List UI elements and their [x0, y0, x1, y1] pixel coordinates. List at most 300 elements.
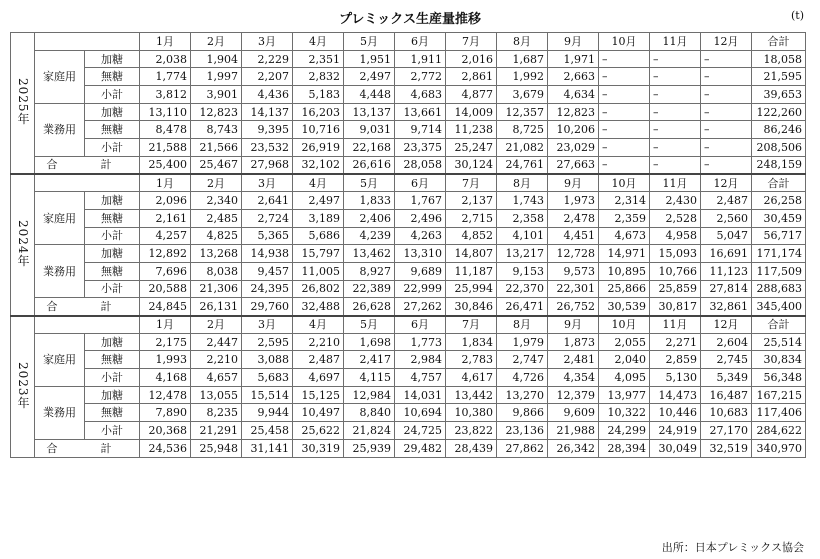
data-cell: 12,357: [497, 103, 548, 121]
year-label: [11, 316, 35, 458]
total-cell: 26,616: [344, 156, 395, 174]
data-cell: 8,927: [344, 262, 395, 280]
category-label: 業務用: [35, 103, 85, 156]
data-cell: 2,271: [650, 333, 701, 351]
data-cell: 2,340: [191, 192, 242, 210]
data-cell: 30,834: [752, 351, 806, 369]
table-row: [11, 139, 806, 157]
data-cell: 21,824: [344, 422, 395, 440]
total-cell: 27,663: [548, 156, 599, 174]
data-cell: 10,322: [599, 404, 650, 422]
data-cell: 9,689: [395, 262, 446, 280]
table-row: [11, 103, 806, 121]
data-cell: 5,349: [701, 369, 752, 387]
month-header: 10月: [599, 33, 650, 51]
table-row: [11, 262, 806, 280]
data-cell: 13,055: [191, 386, 242, 404]
data-cell: 3,679: [497, 86, 548, 104]
data-cell: 2,210: [293, 333, 344, 351]
total-cell: 26,342: [548, 439, 599, 457]
data-cell: 4,958: [650, 227, 701, 245]
data-cell: 22,999: [395, 280, 446, 298]
data-cell: 10,683: [701, 404, 752, 422]
data-cell: 117,509: [752, 262, 806, 280]
data-cell: 16,691: [701, 245, 752, 263]
data-cell: 2,358: [497, 209, 548, 227]
data-cell: 27,814: [701, 280, 752, 298]
data-cell: 25,866: [599, 280, 650, 298]
total-cell: 30,124: [446, 156, 497, 174]
data-cell: 23,029: [548, 139, 599, 157]
data-cell: 21,595: [752, 68, 806, 86]
data-cell: 27,170: [701, 422, 752, 440]
data-cell: 4,757: [395, 369, 446, 387]
month-header: 12月: [701, 33, 752, 51]
data-cell: 15,125: [293, 386, 344, 404]
total-cell: 26,752: [548, 298, 599, 316]
total-label: 合 計: [35, 298, 140, 316]
total-cell: 32,102: [293, 156, 344, 174]
total-row: [11, 439, 806, 457]
data-cell: 2,560: [701, 209, 752, 227]
month-header: 2月: [191, 316, 242, 334]
data-cell: 8,038: [191, 262, 242, 280]
row-label: 小計: [85, 280, 140, 298]
data-cell: 4,168: [140, 369, 191, 387]
data-cell: 2,417: [344, 351, 395, 369]
total-cell: 26,471: [497, 298, 548, 316]
data-cell: 39,653: [752, 86, 806, 104]
data-cell: –: [701, 68, 752, 86]
data-cell: 2,430: [650, 192, 701, 210]
data-cell: 8,478: [140, 121, 191, 139]
header-row: [11, 33, 806, 51]
month-header: 5月: [344, 33, 395, 51]
data-cell: 26,919: [293, 139, 344, 157]
data-cell: 10,446: [650, 404, 701, 422]
table-row: [11, 86, 806, 104]
data-cell: 2,861: [446, 68, 497, 86]
row-label: 無糖: [85, 209, 140, 227]
data-cell: 1,873: [548, 333, 599, 351]
data-cell: 4,115: [344, 369, 395, 387]
data-cell: 4,448: [344, 86, 395, 104]
table-row: [11, 209, 806, 227]
data-cell: 167,215: [752, 386, 806, 404]
data-cell: 3,901: [191, 86, 242, 104]
data-cell: –: [599, 50, 650, 68]
data-cell: 11,187: [446, 262, 497, 280]
month-header: 1月: [140, 33, 191, 51]
data-cell: 2,487: [701, 192, 752, 210]
data-cell: 13,268: [191, 245, 242, 263]
data-cell: 2,137: [446, 192, 497, 210]
year-label: [11, 174, 35, 316]
category-label: 家庭用: [35, 333, 85, 386]
data-cell: 4,263: [395, 227, 446, 245]
data-cell: –: [701, 86, 752, 104]
total-cell: 31,141: [242, 439, 293, 457]
data-cell: 13,442: [446, 386, 497, 404]
data-cell: 10,497: [293, 404, 344, 422]
row-label: 無糖: [85, 68, 140, 86]
data-cell: 56,717: [752, 227, 806, 245]
month-header: 10月: [599, 316, 650, 334]
data-cell: 22,370: [497, 280, 548, 298]
data-cell: 117,406: [752, 404, 806, 422]
data-cell: 2,055: [599, 333, 650, 351]
data-cell: 2,485: [191, 209, 242, 227]
month-header: 11月: [650, 174, 701, 192]
total-cell: 340,970: [752, 439, 806, 457]
data-cell: 1,743: [497, 192, 548, 210]
data-cell: 7,890: [140, 404, 191, 422]
row-label: 加糖: [85, 50, 140, 68]
total-cell: 26,628: [344, 298, 395, 316]
month-header: 8月: [497, 174, 548, 192]
total-cell: 28,058: [395, 156, 446, 174]
data-cell: 2,161: [140, 209, 191, 227]
data-cell: 13,310: [395, 245, 446, 263]
data-cell: 2,783: [446, 351, 497, 369]
data-cell: 1,993: [140, 351, 191, 369]
data-cell: 12,823: [548, 103, 599, 121]
data-cell: 4,239: [344, 227, 395, 245]
total-cell: 32,488: [293, 298, 344, 316]
data-cell: 21,082: [497, 139, 548, 157]
total-cell: –: [599, 156, 650, 174]
table-row: [11, 404, 806, 422]
data-cell: 12,984: [344, 386, 395, 404]
data-cell: 2,772: [395, 68, 446, 86]
total-cell: –: [650, 156, 701, 174]
data-cell: 2,175: [140, 333, 191, 351]
data-cell: 22,168: [344, 139, 395, 157]
data-cell: 15,514: [242, 386, 293, 404]
month-header: 9月: [548, 33, 599, 51]
data-cell: 9,395: [242, 121, 293, 139]
data-cell: 25,247: [446, 139, 497, 157]
data-cell: 56,348: [752, 369, 806, 387]
category-label: 業務用: [35, 386, 85, 439]
month-header: 3月: [242, 174, 293, 192]
month-header: 7月: [446, 174, 497, 192]
total-cell: 25,467: [191, 156, 242, 174]
data-cell: 8,743: [191, 121, 242, 139]
data-cell: 2,984: [395, 351, 446, 369]
data-cell: 2,210: [191, 351, 242, 369]
data-cell: 1,979: [497, 333, 548, 351]
data-cell: 4,697: [293, 369, 344, 387]
data-cell: 4,877: [446, 86, 497, 104]
data-cell: 2,663: [548, 68, 599, 86]
data-cell: 2,207: [242, 68, 293, 86]
data-cell: 1,774: [140, 68, 191, 86]
data-cell: 2,641: [242, 192, 293, 210]
data-cell: 5,047: [701, 227, 752, 245]
data-cell: 9,457: [242, 262, 293, 280]
header-row: [11, 316, 806, 334]
data-cell: 21,588: [140, 139, 191, 157]
data-cell: 208,506: [752, 139, 806, 157]
total-cell: 32,861: [701, 298, 752, 316]
data-cell: 16,487: [701, 386, 752, 404]
data-cell: 9,714: [395, 121, 446, 139]
data-cell: 2,447: [191, 333, 242, 351]
data-cell: 2,528: [650, 209, 701, 227]
total-cell: 25,939: [344, 439, 395, 457]
header-blank: [35, 174, 140, 192]
data-cell: 2,595: [242, 333, 293, 351]
data-cell: 14,938: [242, 245, 293, 263]
data-cell: 4,673: [599, 227, 650, 245]
data-cell: 13,977: [599, 386, 650, 404]
data-cell: –: [650, 121, 701, 139]
data-cell: 25,994: [446, 280, 497, 298]
data-cell: 1,773: [395, 333, 446, 351]
data-cell: 1,687: [497, 50, 548, 68]
data-cell: 2,481: [548, 351, 599, 369]
data-cell: 9,609: [548, 404, 599, 422]
data-cell: 2,715: [446, 209, 497, 227]
year-text: 2025年: [16, 78, 30, 126]
total-cell: –: [701, 156, 752, 174]
data-cell: –: [701, 50, 752, 68]
total-cell: 30,846: [446, 298, 497, 316]
header-blank: [35, 316, 140, 334]
data-cell: –: [701, 103, 752, 121]
total-cell: 345,400: [752, 298, 806, 316]
month-header: 3月: [242, 316, 293, 334]
data-cell: 25,859: [650, 280, 701, 298]
data-cell: 13,137: [344, 103, 395, 121]
data-cell: 22,389: [344, 280, 395, 298]
data-cell: 1,904: [191, 50, 242, 68]
data-cell: –: [650, 50, 701, 68]
data-cell: 4,451: [548, 227, 599, 245]
category-label: 家庭用: [35, 50, 85, 103]
data-cell: 4,617: [446, 369, 497, 387]
data-cell: 2,724: [242, 209, 293, 227]
data-cell: 5,130: [650, 369, 701, 387]
year-text: 2023年: [16, 361, 30, 410]
data-cell: 24,395: [242, 280, 293, 298]
data-cell: 13,110: [140, 103, 191, 121]
month-header: 4月: [293, 174, 344, 192]
month-header: 9月: [548, 174, 599, 192]
month-header: 6月: [395, 174, 446, 192]
data-cell: 26,802: [293, 280, 344, 298]
data-cell: 1,834: [446, 333, 497, 351]
data-cell: 4,436: [242, 86, 293, 104]
row-label: 加糖: [85, 245, 140, 263]
row-label: 小計: [85, 422, 140, 440]
unit-label: (t): [790, 9, 804, 22]
table-row: [11, 227, 806, 245]
data-cell: 13,462: [344, 245, 395, 263]
data-cell: 5,686: [293, 227, 344, 245]
month-header: 合計: [752, 33, 806, 51]
data-cell: 1,833: [344, 192, 395, 210]
data-cell: 14,031: [395, 386, 446, 404]
data-cell: 2,859: [650, 351, 701, 369]
month-header: 1月: [140, 174, 191, 192]
data-cell: 13,270: [497, 386, 548, 404]
total-cell: 24,761: [497, 156, 548, 174]
total-cell: 29,760: [242, 298, 293, 316]
total-cell: 28,439: [446, 439, 497, 457]
total-cell: 27,862: [497, 439, 548, 457]
data-cell: 1,911: [395, 50, 446, 68]
row-label: 加糖: [85, 103, 140, 121]
month-header: 7月: [446, 316, 497, 334]
month-header: 12月: [701, 316, 752, 334]
data-cell: 18,058: [752, 50, 806, 68]
data-cell: 14,971: [599, 245, 650, 263]
header-blank: [35, 33, 140, 51]
data-cell: 1,997: [191, 68, 242, 86]
data-cell: 14,473: [650, 386, 701, 404]
data-cell: 1,698: [344, 333, 395, 351]
data-cell: 1,973: [548, 192, 599, 210]
data-cell: 10,895: [599, 262, 650, 280]
data-cell: 8,235: [191, 404, 242, 422]
data-cell: 4,683: [395, 86, 446, 104]
data-cell: 9,944: [242, 404, 293, 422]
data-cell: 26,258: [752, 192, 806, 210]
data-cell: 10,716: [293, 121, 344, 139]
production-table: [10, 32, 806, 458]
data-cell: 25,514: [752, 333, 806, 351]
year-label: [11, 33, 35, 175]
total-row: [11, 298, 806, 316]
total-cell: 24,536: [140, 439, 191, 457]
category-label: 家庭用: [35, 192, 85, 245]
data-cell: 9,153: [497, 262, 548, 280]
data-cell: 14,807: [446, 245, 497, 263]
data-cell: 5,683: [242, 369, 293, 387]
month-header: 6月: [395, 33, 446, 51]
month-header: 1月: [140, 316, 191, 334]
data-cell: 9,031: [344, 121, 395, 139]
data-cell: 2,496: [395, 209, 446, 227]
data-cell: 24,299: [599, 422, 650, 440]
data-cell: 24,725: [395, 422, 446, 440]
table-row: [11, 333, 806, 351]
data-cell: 1,767: [395, 192, 446, 210]
data-cell: 8,725: [497, 121, 548, 139]
data-cell: 20,588: [140, 280, 191, 298]
data-cell: 10,766: [650, 262, 701, 280]
data-cell: 11,238: [446, 121, 497, 139]
data-cell: 4,634: [548, 86, 599, 104]
row-label: 無糖: [85, 121, 140, 139]
data-cell: –: [599, 139, 650, 157]
month-header: 2月: [191, 174, 242, 192]
row-label: 無糖: [85, 404, 140, 422]
data-cell: 7,696: [140, 262, 191, 280]
data-cell: 12,823: [191, 103, 242, 121]
data-cell: 10,694: [395, 404, 446, 422]
data-cell: 13,661: [395, 103, 446, 121]
data-cell: 4,257: [140, 227, 191, 245]
total-cell: 25,948: [191, 439, 242, 457]
data-cell: 24,919: [650, 422, 701, 440]
data-cell: 12,379: [548, 386, 599, 404]
total-cell: 29,482: [395, 439, 446, 457]
data-cell: 2,747: [497, 351, 548, 369]
month-header: 6月: [395, 316, 446, 334]
data-cell: 14,137: [242, 103, 293, 121]
data-cell: –: [650, 86, 701, 104]
data-cell: –: [650, 103, 701, 121]
month-header: 11月: [650, 316, 701, 334]
data-cell: 4,657: [191, 369, 242, 387]
data-cell: 23,375: [395, 139, 446, 157]
data-cell: 1,971: [548, 50, 599, 68]
total-label: 合 計: [35, 439, 140, 457]
table-row: [11, 245, 806, 263]
data-cell: 4,726: [497, 369, 548, 387]
data-cell: –: [650, 68, 701, 86]
total-cell: 27,968: [242, 156, 293, 174]
data-cell: 15,797: [293, 245, 344, 263]
month-header: 4月: [293, 33, 344, 51]
row-label: 無糖: [85, 351, 140, 369]
data-cell: –: [599, 86, 650, 104]
table-row: [11, 68, 806, 86]
header-row: [11, 174, 806, 192]
data-cell: 2,487: [293, 351, 344, 369]
data-cell: 5,365: [242, 227, 293, 245]
data-cell: 3,812: [140, 86, 191, 104]
total-cell: 30,817: [650, 298, 701, 316]
month-header: 2月: [191, 33, 242, 51]
month-header: 5月: [344, 174, 395, 192]
data-cell: –: [599, 103, 650, 121]
total-cell: 27,262: [395, 298, 446, 316]
row-label: 小計: [85, 86, 140, 104]
data-cell: 9,573: [548, 262, 599, 280]
table-row: [11, 192, 806, 210]
data-cell: 10,206: [548, 121, 599, 139]
data-cell: –: [599, 68, 650, 86]
data-cell: 21,566: [191, 139, 242, 157]
month-header: 10月: [599, 174, 650, 192]
data-cell: 2,314: [599, 192, 650, 210]
data-cell: 171,174: [752, 245, 806, 263]
table-row: [11, 50, 806, 68]
data-cell: 11,005: [293, 262, 344, 280]
data-cell: 11,123: [701, 262, 752, 280]
data-cell: 2,229: [242, 50, 293, 68]
data-cell: 1,951: [344, 50, 395, 68]
data-cell: 2,038: [140, 50, 191, 68]
data-cell: 21,291: [191, 422, 242, 440]
data-cell: 2,832: [293, 68, 344, 86]
data-cell: 1,992: [497, 68, 548, 86]
table-row: [11, 121, 806, 139]
month-header: 合計: [752, 174, 806, 192]
data-cell: 14,009: [446, 103, 497, 121]
data-cell: 3,189: [293, 209, 344, 227]
row-label: 無糖: [85, 262, 140, 280]
total-cell: 26,131: [191, 298, 242, 316]
data-cell: 15,093: [650, 245, 701, 263]
total-cell: 24,845: [140, 298, 191, 316]
data-cell: 22,301: [548, 280, 599, 298]
table-row: [11, 422, 806, 440]
